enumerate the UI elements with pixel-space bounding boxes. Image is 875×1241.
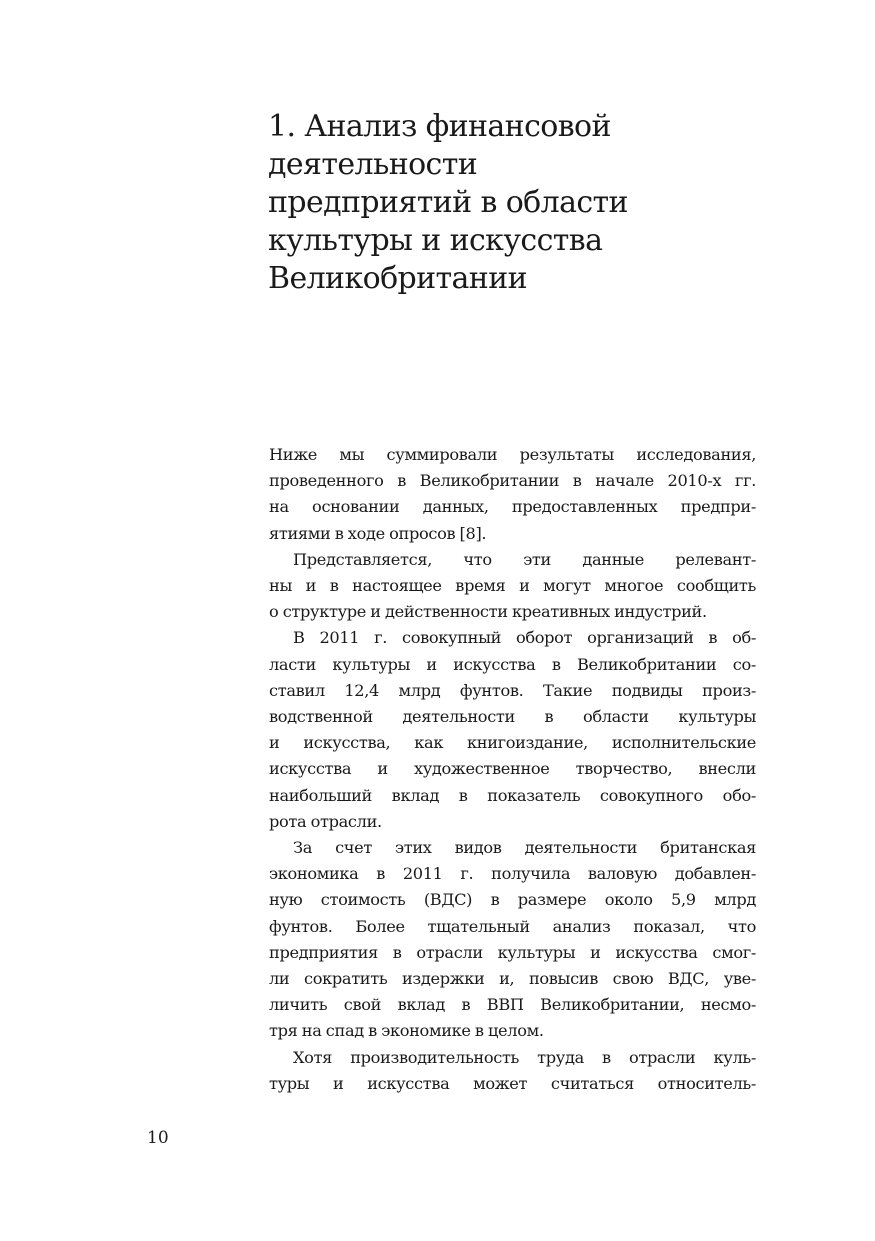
body-text-line: Представляется, что эти данные релевант- <box>293 549 756 569</box>
body-text-line: и искусства, как книгоиздание, исполнительские <box>269 733 756 753</box>
chapter-title <box>268 108 768 298</box>
chapter-title-line: 1. Анализ финансовой <box>268 109 611 144</box>
body-text-line: на основании данных, предоставленных предпри- <box>269 497 756 517</box>
body-text-line: ли сократить издержки и, повысив свою ВДС, уве- <box>269 969 756 989</box>
body-text-line: Ниже мы суммировали результаты исследования, <box>269 445 756 464</box>
body-text-line: наибольший вклад в показатель совокупного обо- <box>269 785 756 805</box>
body-text-line: личить свой вклад в ВВП Великобритании, несмо- <box>269 995 756 1015</box>
body-text-line: За счет этих видов деятельности британская <box>293 838 756 858</box>
body-text-line: ную стоимость (ВДС) в размере около 5,9 млрд <box>269 890 756 910</box>
body-text-line: проведенного в Великобритании в начале 2010-х гг. <box>269 471 756 491</box>
body-text <box>269 442 756 1097</box>
body-text-line: рота отрасли. <box>269 811 382 831</box>
body-text-line: В 2011 г. совокупный оборот организаций в об- <box>293 628 756 648</box>
body-text-line: Хотя производительность труда в отрасли куль- <box>293 1047 756 1067</box>
body-text-line: водственной деятельности в области культуры <box>269 707 756 727</box>
chapter-title-line: Великобритании <box>268 261 527 296</box>
chapter-title-line: деятельности <box>268 147 478 182</box>
body-text-line: тря на спад в экономике в целом. <box>269 1021 544 1041</box>
body-text-line: ставил 12,4 млрд фунтов. Такие подвиды произ- <box>269 680 756 700</box>
chapter-title-line: предприятий в области <box>268 185 628 220</box>
chapter-title-line: культуры и искусства <box>268 223 603 258</box>
body-text-line: ны и в настоящее время и могут многое сообщить <box>269 576 756 596</box>
body-text-line: ятиями в ходе опросов [8]. <box>269 523 487 543</box>
body-text-line: туры и искусства может считаться относитель- <box>269 1073 756 1093</box>
body-text-line: ласти культуры и искусства в Великобритании со- <box>269 654 756 674</box>
body-text-line: экономика в 2011 г. получила валовую добавлен- <box>269 864 756 884</box>
body-text-line: фунтов. Более тщательный анализ показал, что <box>269 916 756 936</box>
body-text-line: предприятия в отрасли культуры и искусства смог- <box>269 942 756 962</box>
page-number: 10 <box>147 1128 169 1148</box>
body-text-line: искусства и художественное творчество, внесли <box>269 759 756 779</box>
body-text-line: о структуре и действенности креативных индустрий. <box>269 602 707 622</box>
